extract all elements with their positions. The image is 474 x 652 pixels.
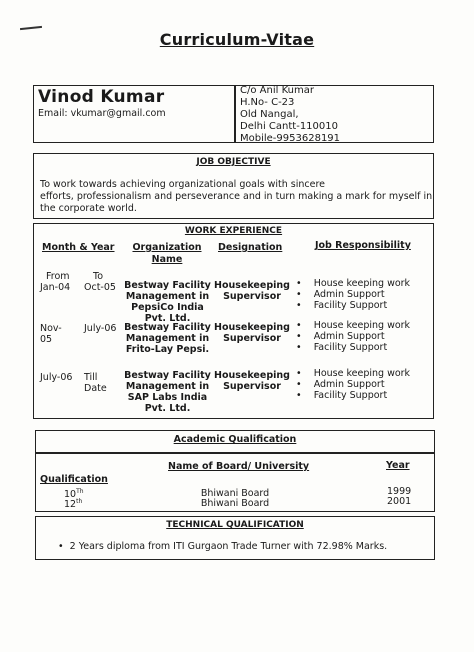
year-row-2: 2001 [387, 496, 412, 507]
technical-heading: TECHNICAL QUALIFICATION [166, 520, 304, 530]
from-line: 05 [40, 334, 53, 345]
qual-row-1: 10Th [64, 488, 84, 501]
designation-line: Supervisor [223, 381, 281, 392]
address-line: C/o Anil Kumar [240, 85, 314, 96]
col-qualification: Qualification [40, 474, 108, 485]
row1-to: Oct-05 [84, 282, 116, 293]
to-label: To [93, 271, 104, 282]
duty-item: • Admin Support [296, 379, 385, 390]
address-block [240, 85, 340, 145]
board-row-2: Bhiwani Board [200, 498, 270, 509]
org-line: Management in [125, 291, 210, 302]
year-row-1: 1999 [387, 486, 412, 497]
academic-divider [35, 452, 435, 454]
duty-item: • Facility Support [296, 300, 388, 311]
bullet-icon: • [296, 300, 314, 311]
col-responsibility: Job Responsibility [315, 240, 411, 251]
address-line: Mobile-9953628191 [240, 133, 341, 144]
designation-line: Housekeeping [214, 280, 290, 291]
address-line: Delhi Cantt-110010 [240, 121, 338, 132]
qual-row-2: 12th [64, 498, 83, 511]
header-divider [234, 85, 236, 143]
col-board: Name of Board/ University [168, 461, 310, 472]
row2-designation [212, 322, 292, 344]
objective-line: the corporate world. [40, 203, 137, 214]
duty-item: • Facility Support [296, 390, 388, 401]
experience-heading: WORK EXPERIENCE [184, 226, 283, 236]
designation-line: Supervisor [223, 291, 281, 302]
row3-from: July-06 [40, 372, 73, 383]
from-label: From [46, 271, 70, 282]
bullet-icon: • [58, 541, 70, 552]
objective-text [40, 179, 432, 215]
row2-to: July-06 [84, 323, 117, 334]
bullet-icon: • [296, 379, 314, 390]
bullet-icon: • [296, 342, 314, 353]
org-line: SAP Labs India [127, 392, 208, 403]
address-line: Old Nangal, [240, 109, 299, 120]
col-designation: Designation [218, 242, 283, 253]
email: Email: vkumar@gmail.com [38, 108, 166, 119]
duty-item: • Facility Support [296, 342, 388, 353]
org-line: Bestway Facility [124, 322, 211, 333]
col-organization: Organization Name [132, 242, 202, 265]
row3-to [84, 372, 107, 394]
document-title: Curriculum-Vitae [159, 30, 315, 49]
row3-designation [212, 370, 292, 392]
row2-from [40, 323, 62, 345]
row2-organization [120, 322, 215, 355]
row1-designation [212, 280, 292, 302]
bullet-icon: • [296, 368, 314, 379]
org-line: Bestway Facility [124, 280, 211, 291]
objective-heading: JOB OBJECTIVE [196, 157, 271, 167]
objective-line: efforts, professionalism and perseverance and in turn making a mark for myself in [40, 191, 433, 202]
technical-item: • 2 Years diploma from ITI Gurgaon Trade Turner with 72.98% Marks. [58, 541, 388, 552]
duty-item: • Admin Support [296, 331, 385, 342]
row1-organization [120, 280, 215, 324]
designation-line: Housekeeping [214, 370, 290, 381]
objective-line: To work towards achieving organizational goals with sincere [40, 179, 325, 190]
col-year: Year [386, 460, 410, 471]
row2-duties [296, 320, 410, 353]
duty-item: • House keeping work [296, 278, 411, 289]
row1-from: Jan-04 [40, 282, 71, 293]
bullet-icon: • [296, 390, 314, 401]
bullet-icon: • [296, 320, 314, 331]
org-line: Management in [125, 333, 210, 344]
col-month-year: Month & Year [42, 242, 115, 253]
academic-heading: Academic Qualification [173, 434, 297, 445]
candidate-name: Vinod Kumar [38, 87, 165, 107]
board-row-1: Bhiwani Board [200, 488, 270, 499]
row1-duties [296, 278, 410, 311]
designation-line: Housekeeping [214, 322, 290, 333]
duty-item: • House keeping work [296, 368, 411, 379]
org-line: Pvt. Ltd. [144, 313, 191, 324]
to-line: Date [84, 383, 107, 394]
to-line: Till [84, 372, 98, 383]
org-line: Management in [125, 381, 210, 392]
bullet-icon: • [296, 278, 314, 289]
designation-line: Supervisor [223, 333, 281, 344]
from-line: Nov- [40, 323, 62, 334]
bullet-icon: • [296, 289, 314, 300]
row3-duties [296, 368, 410, 401]
duty-item: • House keeping work [296, 320, 411, 331]
org-line: Frito-Lay Pepsi. [125, 344, 210, 355]
row3-organization [120, 370, 215, 414]
org-line: Bestway Facility [124, 370, 211, 381]
address-line: H.No- C-23 [240, 97, 295, 108]
duty-item: • Admin Support [296, 289, 385, 300]
bullet-icon: • [296, 331, 314, 342]
org-line: Pvt. Ltd. [144, 403, 191, 414]
org-line: PepsiCo India [131, 302, 204, 313]
